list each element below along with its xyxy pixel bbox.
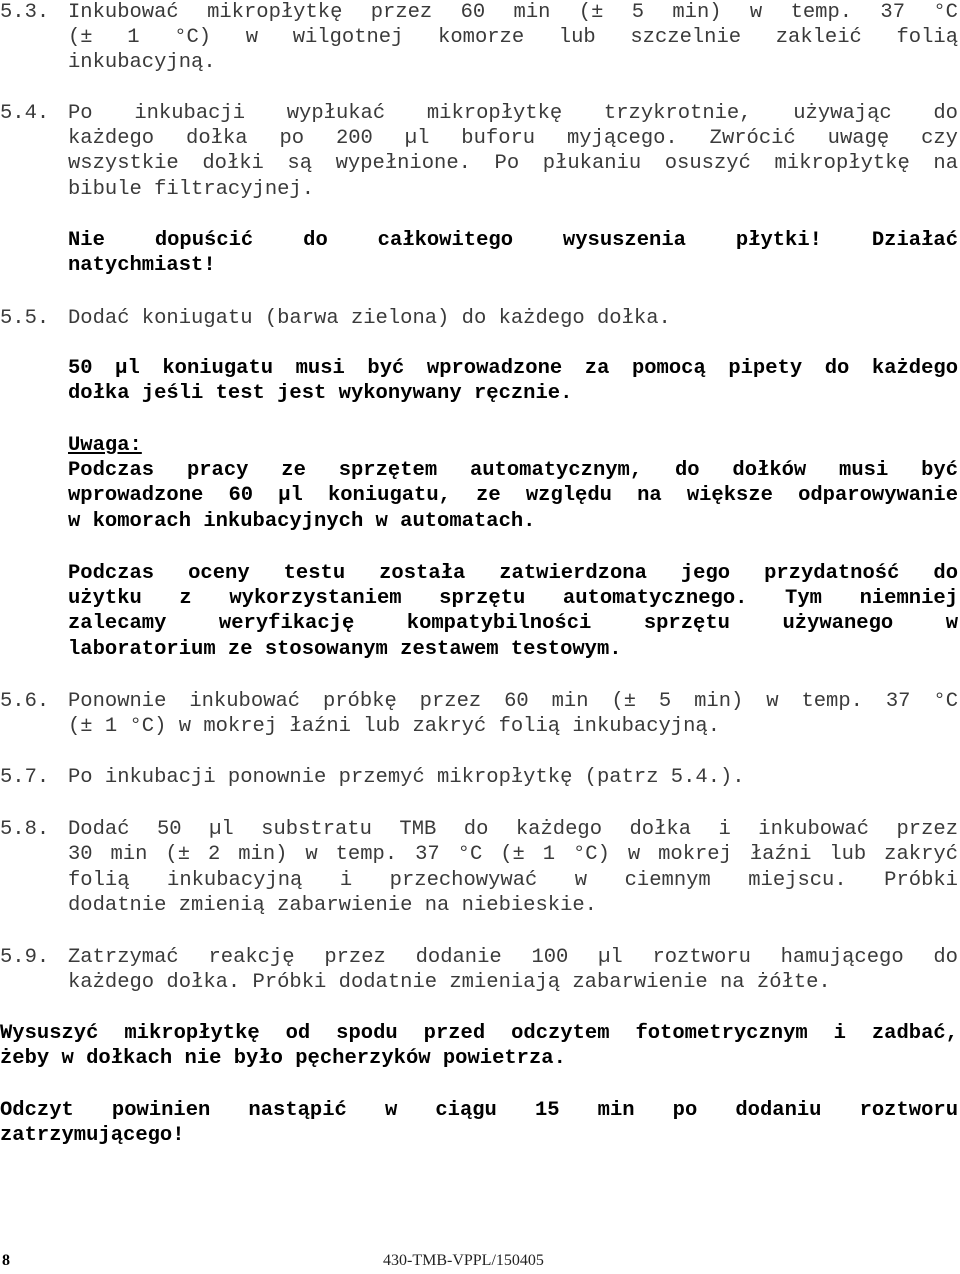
step-number: 5.8. <box>0 818 50 841</box>
text-line: każdego dołka. Próbki dodatnie zmieniają zabarwienie na żółte. <box>68 971 831 994</box>
text-line: Podczas pracy ze sprzętem automatycznym, do dołków musi być <box>68 459 958 482</box>
text-line: 50 µl koniugatu musi być wprowadzone za pomocą pipety do każdego <box>68 357 958 380</box>
text-line: dodatnie zmienią zabarwienie na niebieskie. <box>68 894 597 917</box>
text-line: bibule filtracyjnej. <box>68 178 315 201</box>
step-number: 5.6. <box>0 690 50 713</box>
text-line: żeby w dołkach nie było pęcherzyków powietrza. <box>0 1047 566 1070</box>
text-line: Ponownie inkubować próbkę przez 60 min (± 5 min) w temp. 37 °C <box>68 690 958 713</box>
text-line: 30 min (± 2 min) w temp. 37 °C (± 1 °C) w mokrej łaźni lub zakryć <box>68 843 958 866</box>
step-number: 5.5. <box>0 307 50 330</box>
note-heading-text: Uwaga: <box>68 434 142 457</box>
document-code: 430-TMB-VPPL/150405 <box>383 1252 544 1269</box>
text-line: każdego dołka po 200 µl buforu myjącego. Zwrócić uwagę czy <box>68 127 958 150</box>
page-number: 8 <box>2 1252 10 1269</box>
text-line: Zatrzymać reakcję przez dodanie 100 µl roztworu hamującego do <box>68 946 958 969</box>
text-line: Po inkubacji ponownie przemyć mikropłytkę (patrz 5.4.). <box>68 766 745 789</box>
step-number: 5.9. <box>0 946 50 969</box>
text-line: folią inkubacyjną i przechowywać w ciemnym miejscu. Próbki <box>68 869 958 892</box>
text-line: dołka jeśli test jest wykonywany ręcznie. <box>68 382 573 405</box>
text-line: laboratorium ze stosowanym zestawem testowym. <box>68 638 622 661</box>
text-line: (± 1 °C) w wilgotnej komorze lub szczelnie zakleić folią <box>68 26 958 49</box>
text-line: Inkubować mikropłytkę przez 60 min (± 5 min) w temp. 37 °C <box>68 1 958 24</box>
text-line: Odczyt powinien nastąpić w ciągu 15 min po dodaniu roztworu <box>0 1099 958 1122</box>
text-line: użytku z wykorzystaniem sprzętu automatycznego. Tym niemniej <box>68 587 958 610</box>
text-line: wszystkie dołki są wypełnione. Po płukaniu osuszyć mikropłytkę na <box>68 152 958 175</box>
note-reading <box>0 1098 960 1200</box>
step-number: 5.7. <box>0 766 50 789</box>
note-heading <box>68 433 958 459</box>
text-line: zalecamy weryfikację kompatybilności sprzętu używanego w <box>68 612 958 635</box>
text-line: Po inkubacji wypłukać mikropłytkę trzykrotnie, używając do <box>68 102 958 125</box>
text-line: w komorach inkubacyjnych w automatach. <box>68 510 536 533</box>
text-line: Dodać 50 µl substratu TMB do każdego dołka i inkubować przez <box>68 818 958 841</box>
text-line: Podczas oceny testu została zatwierdzona jego przydatność do <box>68 562 958 585</box>
text-line: Dodać koniugatu (barwa zielona) do każdego dołka. <box>68 307 671 330</box>
step-number: 5.4. <box>0 102 50 125</box>
text-line: zatrzymującego! <box>0 1124 185 1147</box>
text-line: Nie dopuścić do całkowitego wysuszenia płytki! Działać <box>68 229 958 252</box>
text-line: wprowadzone 60 µl koniugatu, ze względu na większe odparowywanie <box>68 484 958 507</box>
step-number: 5.3. <box>0 1 50 24</box>
text-line: natychmiast! <box>68 254 216 277</box>
text-line: inkubacyjną. <box>68 51 216 74</box>
text-line: Wysuszyć mikropłytkę od spodu przed odczytem fotometrycznym i zadbać, <box>0 1022 958 1045</box>
text-line: (± 1 °C) w mokrej łaźni lub zakryć folią inkubacyjną. <box>68 715 721 738</box>
